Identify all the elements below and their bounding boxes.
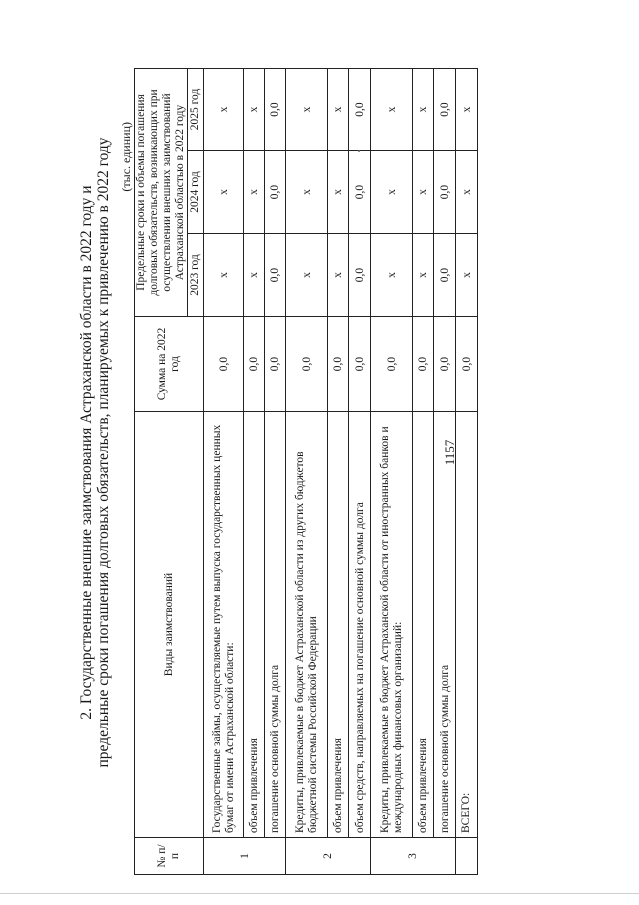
row-label: Кредиты, привлекаемые в бюджет Астраханской области из других бюджетов бюджетной системы Российской Федерации: [286, 412, 328, 838]
header-borrowing-type: Виды заимствований: [135, 412, 204, 838]
row-2023: x: [456, 234, 478, 317]
row-sum: 0,0: [265, 317, 286, 412]
row-label: Государственные займы, осуществляемые путем выпуска государственных ценных бумаг от имени Астраханской области:: [204, 412, 244, 838]
document-title-line-1: 2. Государственные внешние заимствования Астраханской области в 2022 году и: [78, 185, 95, 720]
row-2024: x: [371, 151, 413, 234]
row-2024: 0,0: [434, 151, 456, 234]
header-sum-2022: Сумма на 2022 год: [135, 317, 204, 412]
row-2025: x: [204, 68, 244, 150]
row-2023: x: [244, 234, 265, 317]
borrowings-table: [134, 68, 478, 875]
row-sum: 0,0: [328, 317, 349, 412]
header-year-2024: 2024 год: [188, 151, 204, 234]
row-2025: x: [456, 68, 478, 150]
row-2025: x: [244, 68, 265, 150]
row-2023: x: [286, 234, 328, 317]
table-row: [413, 68, 434, 874]
row-2023: 0,0: [349, 234, 371, 317]
table-row: [349, 68, 371, 874]
row-label: погашение основной суммы долга: [434, 412, 456, 838]
row-2024: x: [413, 151, 434, 234]
table-row: [434, 68, 456, 874]
row-label: объем привлечения: [244, 412, 265, 838]
row-label: объем средств, направляемых на погашение основной суммы долга: [349, 412, 371, 838]
page-number: 1157: [442, 439, 457, 466]
row-label: ВСЕГО:: [456, 412, 478, 838]
row-2025: 0,0: [349, 68, 371, 150]
row-2025: x: [286, 68, 328, 150]
table-row: [244, 68, 265, 874]
row-2023: x: [371, 234, 413, 317]
row-label: погашение основной суммы долга: [265, 412, 286, 838]
scan-edge-line: [0, 893, 639, 894]
row-2023: x: [328, 234, 349, 317]
row-2024: x: [244, 151, 265, 234]
header-year-2025: 2025 год: [188, 68, 204, 150]
row-2023: x: [204, 234, 244, 317]
row-2024: x: [204, 151, 244, 234]
row-sum: 0,0: [349, 317, 371, 412]
document-title-line-2: предельные сроки погашения долговых обязательств, планируемых к привлечению в 2022 году: [95, 137, 112, 768]
row-label: объем привлечения: [413, 412, 434, 838]
row-2023: 0,0: [434, 234, 456, 317]
units-label: (тыс. единиц): [119, 122, 133, 192]
row-2024: 0,0: [265, 151, 286, 234]
header-number: № п/п: [135, 838, 204, 875]
row-label: объем привлечения: [328, 412, 349, 838]
header-repayment-limits: Предельные сроки и объемы погашения долговых обязательств, возникающих при осуществлении внешних заимствований Астраханской областью в 2022 году: [135, 68, 188, 316]
row-2024: x: [456, 151, 478, 234]
row-label: Кредиты, привлекаемые в бюджет Астраханской области от иностранных банков и международных финансовых организаций:: [371, 412, 413, 838]
row-sum: 0,0: [456, 317, 478, 412]
row-sum: 0,0: [434, 317, 456, 412]
row-number: 1: [204, 838, 286, 875]
table-row: [328, 68, 349, 874]
header-year-2023: 2023 год: [188, 234, 204, 317]
table-row: [371, 68, 413, 874]
row-sum: 0,0: [371, 317, 413, 412]
row-number: 2: [286, 838, 371, 875]
row-2024: x: [286, 151, 328, 234]
row-number: [456, 838, 478, 875]
table-row: [265, 68, 286, 874]
table-row: [204, 68, 244, 874]
row-2023: 0,0: [265, 234, 286, 317]
stray-mark: [358, 150, 360, 152]
table-row-total: [456, 68, 478, 874]
row-2025: x: [328, 68, 349, 150]
row-2023: x: [413, 234, 434, 317]
row-sum: 0,0: [413, 317, 434, 412]
row-2024: 0,0: [349, 151, 371, 234]
row-sum: 0,0: [204, 317, 244, 412]
table-row: [286, 68, 328, 874]
row-2025: 0,0: [434, 68, 456, 150]
row-2025: x: [371, 68, 413, 150]
row-2025: 0,0: [265, 68, 286, 150]
row-sum: 0,0: [244, 317, 265, 412]
row-number: 3: [371, 838, 456, 875]
row-sum: 0,0: [286, 317, 328, 412]
row-2024: x: [328, 151, 349, 234]
row-2025: x: [413, 68, 434, 150]
